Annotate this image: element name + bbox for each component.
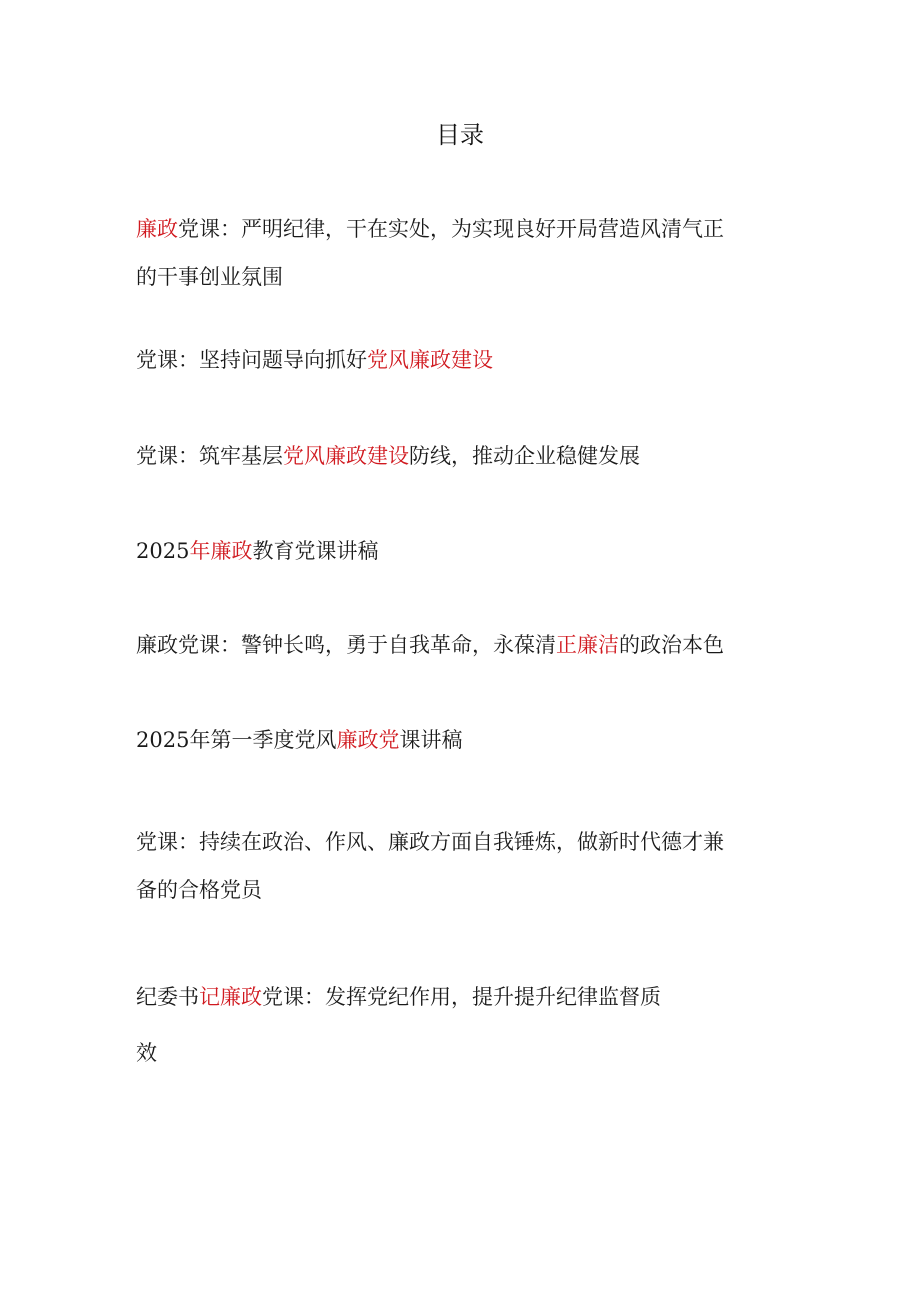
toc-line xyxy=(136,205,796,253)
toc-line xyxy=(136,818,796,866)
toc-entry[interactable] xyxy=(136,441,796,471)
toc-line xyxy=(136,345,796,375)
plain-text: 党课：发挥党纪作用，提升提升纪律监督质 xyxy=(262,985,661,1009)
plain-text: 2025 xyxy=(136,539,190,563)
highlight-text: 党风廉政建设 xyxy=(367,348,493,372)
plain-text: 的政治本色 xyxy=(619,633,724,657)
toc-entry[interactable] xyxy=(136,630,796,660)
highlight-text: 记廉政 xyxy=(199,985,262,1009)
highlight-text: 廉政 xyxy=(136,217,178,241)
plain-text: 纪委书 xyxy=(136,985,199,1009)
toc-line xyxy=(136,725,796,755)
plain-text: 备的合格党员 xyxy=(136,878,262,902)
toc-line xyxy=(136,969,796,1025)
toc-entry[interactable] xyxy=(136,205,796,301)
highlight-text: 党风廉政建设 xyxy=(283,444,409,468)
toc-line xyxy=(136,630,796,660)
toc-entry[interactable] xyxy=(136,725,796,755)
highlight-text: 正廉洁 xyxy=(556,633,619,657)
page-title: 目录 xyxy=(436,121,484,149)
plain-text: 党课：坚持问题导向抓好 xyxy=(136,348,367,372)
toc-line xyxy=(136,441,796,471)
plain-text: 的干事创业氛围 xyxy=(136,265,283,289)
toc-line xyxy=(136,253,796,301)
toc-entry[interactable] xyxy=(136,969,796,1081)
toc-entry[interactable] xyxy=(136,345,796,375)
highlight-text: 廉政党 xyxy=(336,728,400,752)
plain-text: 教育党课讲稿 xyxy=(252,539,379,563)
plain-text: 党课：筑牢基层 xyxy=(136,444,283,468)
plain-text: 2025年第一季度党风 xyxy=(136,728,337,752)
plain-text: 效 xyxy=(136,1041,157,1065)
toc-line xyxy=(136,1025,796,1081)
plain-text: 廉政党课：警钟长鸣，勇于自我革命，永葆清 xyxy=(136,633,556,657)
plain-text: 党课：持续在政治、作风、廉政方面自我锤炼，做新时代德才兼 xyxy=(136,830,724,854)
toc-entry[interactable] xyxy=(136,536,796,566)
toc-entry[interactable] xyxy=(136,818,796,914)
plain-text: 党课：严明纪律，干在实处，为实现良好开局营造风清气正 xyxy=(178,217,724,241)
highlight-text: 年廉政 xyxy=(189,539,253,563)
toc-line xyxy=(136,536,796,566)
toc-line xyxy=(136,866,796,914)
plain-text: 防线，推动企业稳健发展 xyxy=(409,444,640,468)
plain-text: 课讲稿 xyxy=(399,728,463,752)
